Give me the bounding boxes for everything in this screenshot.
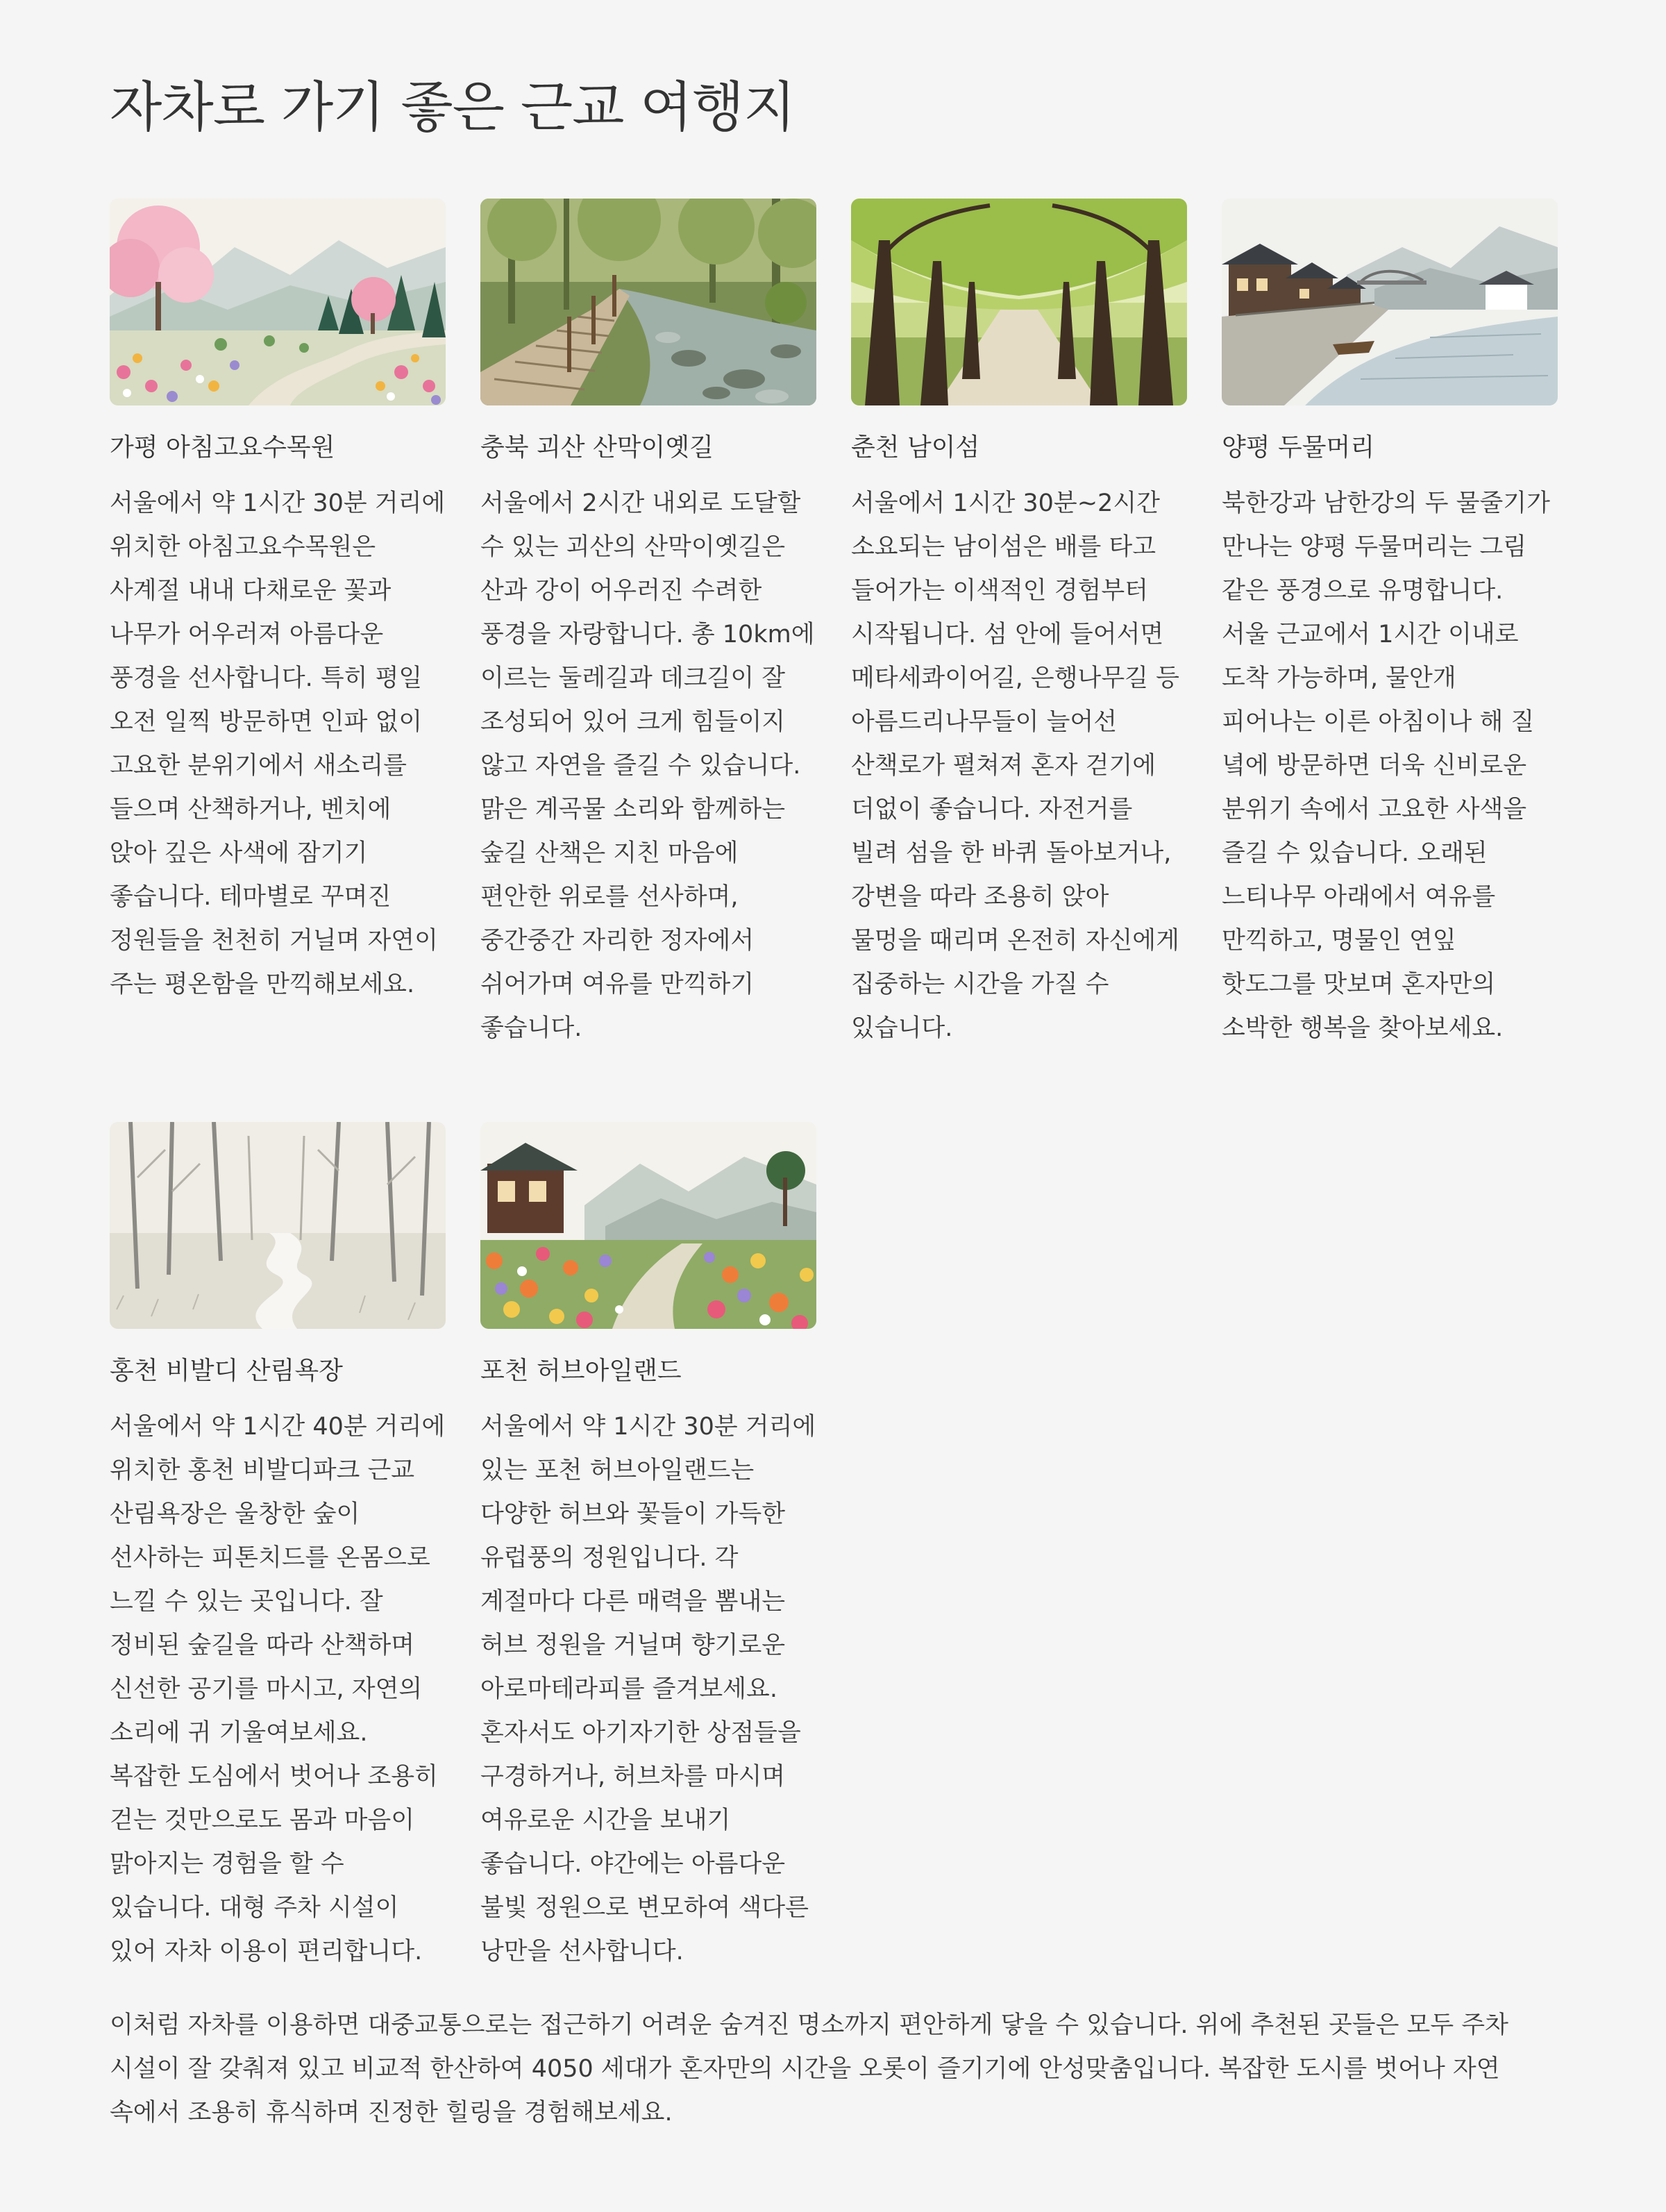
card-title: 가평 아침고요수목원	[110, 433, 335, 462]
card-gapyeong[interactable]	[110, 199, 446, 1122]
card-title: 홍천 비발디 산림욕장	[110, 1357, 343, 1385]
misty-forest-sketch-image[interactable]	[110, 1122, 446, 1329]
card-description: 서울에서 1시간 30분~2시간 소요되는 남이섬은 배를 타고 들어가는 이색적인 경험부터 시작됩니다. 섬 안에 들어서면 메타세콰이어길, 은행나무길 등 아름드리나무들이 늘어선 산책로가 펼쳐져 혼자 걷기에 더없이 좋습니다. 자전거를 빌려 섬을 한 바퀴 돌아보거나, 강변을 따라 조용히 앉아 물멍을 때리며 온전히 자신에게 집중하는 시간을 가질 수 있습니다.	[851, 489, 1179, 1042]
card-title: 충북 괴산 산막이옛길	[480, 433, 714, 462]
tree-lined-path-photo-image[interactable]	[851, 199, 1187, 405]
card-description: 북한강과 남한강의 두 물줄기가 만나는 양평 두물머리는 그림 같은 풍경으로 유명합니다. 서울 근교에서 1시간 이내로 도착 가능하며, 물안개 피어나는 이른 아침이나 해 질 녘에 방문하면 더욱 신비로운 분위기 속에서 고요한 사색을 즐길 수 있습니다. 오래된 느티나무 아래에서 여유를 만끽하고, 명물인 연잎 핫도그를 맛보며 혼자만의 소박한 행복을 찾아보세요.	[1222, 489, 1550, 1042]
card-title: 춘천 남이섬	[851, 433, 980, 462]
card-goesan[interactable]	[480, 199, 816, 1122]
card-description: 서울에서 약 1시간 30분 거리에 위치한 아침고요수목원은 사계절 내내 다채로운 꽃과 나무가 어우러져 아름다운 풍경을 선사합니다. 특히 평일 오전 일찍 방문하면 인파 없이 고요한 분위기에서 새소리를 들으며 산책하거나, 벤치에 앉아 깊은 사색에 잠기기 좋습니다. 테마별로 꾸며진 정원들을 천천히 거닐며 자연이 주는 평온함을 만끽해보세요.	[110, 489, 446, 998]
card-dumulmeori[interactable]	[1222, 199, 1558, 1122]
card-description: 서울에서 약 1시간 40분 거리에 위치한 홍천 비발디파크 근교 산림욕장은 울창한 숲이 선사하는 피톤치드를 온몸으로 느낄 수 있는 곳입니다. 잘 정비된 숲길을 따라 산책하며 신선한 공기를 마시고, 자연의 소리에 귀 기울여보세요. 복잡한 도심에서 벗어나 조용히 걷는 것만으로도 몸과 마음이 맑아지는 경험을 할 수 있습니다. 대형 주차 시설이 있어 자차 이용이 편리합니다.	[110, 1413, 446, 1966]
card-description: 서울에서 2시간 내외로 도달할 수 있는 괴산의 산막이옛길은 산과 강이 어우러진 수려한 풍경을 자랑합니다. 총 10km에 이르는 둘레길과 데크길이 잘 조성되어 있어 크게 힘들이지 않고 자연을 즐길 수 있습니다. 맑은 계곡물 소리와 함께하는 숲길 산책은 지친 마음에 편안한 위로를 선사하며, 중간중간 자리한 정자에서 쉬어가며 여유를 만끽하기 좋습니다.	[480, 489, 815, 1042]
flower-garden-illustration-image[interactable]	[480, 1122, 816, 1329]
card-hongcheon[interactable]	[110, 1122, 446, 1983]
card-description: 서울에서 약 1시간 30분 거리에 있는 포천 허브아일랜드는 다양한 허브와 꽃들이 가득한 유럽풍의 정원입니다. 각 계절마다 다른 매력을 뽐내는 허브 정원을 거닐며 향기로운 아로마테라피를 즐겨보세요. 혼자서도 아기자기한 상점들을 구경하거나, 허브차를 마시며 여유로운 시간을 보내기 좋습니다. 야간에는 아름다운 불빛 정원으로 변모하여 색다른 낭만을 선사합니다.	[480, 1413, 816, 1966]
card-pocheon[interactable]	[480, 1122, 816, 1983]
riverside-village-illustration-image[interactable]	[1222, 199, 1558, 405]
page-title: 자차로 가기 좋은 근교 여행지	[110, 76, 796, 139]
card-title: 양평 두물머리	[1222, 433, 1375, 462]
closing-paragraph: 이처럼 자차를 이용하면 대중교통으로는 접근하기 어려운 숨겨진 명소까지 편안하게 닿을 수 있습니다. 위에 추천된 곳들은 모두 주차 시설이 잘 갖춰져 있고 비교적 한산하여 4050 세대가 혼자만의 시간을 오롯이 즐기기에 안성맞춤입니다. 복잡한 도시를 벗어나 자연 속에서 조용히 휴식하며 진정한 힐링을 경험해보세요.	[110, 2011, 1508, 2127]
garden-illustration-image[interactable]	[110, 199, 446, 405]
card-title: 포천 허브아일랜드	[480, 1357, 682, 1385]
stream-boardwalk-photo-image[interactable]	[480, 199, 816, 405]
card-grid-row-2	[110, 1122, 1556, 1983]
card-grid-row-1	[110, 199, 1556, 1122]
card-namiseom[interactable]	[851, 199, 1187, 1122]
